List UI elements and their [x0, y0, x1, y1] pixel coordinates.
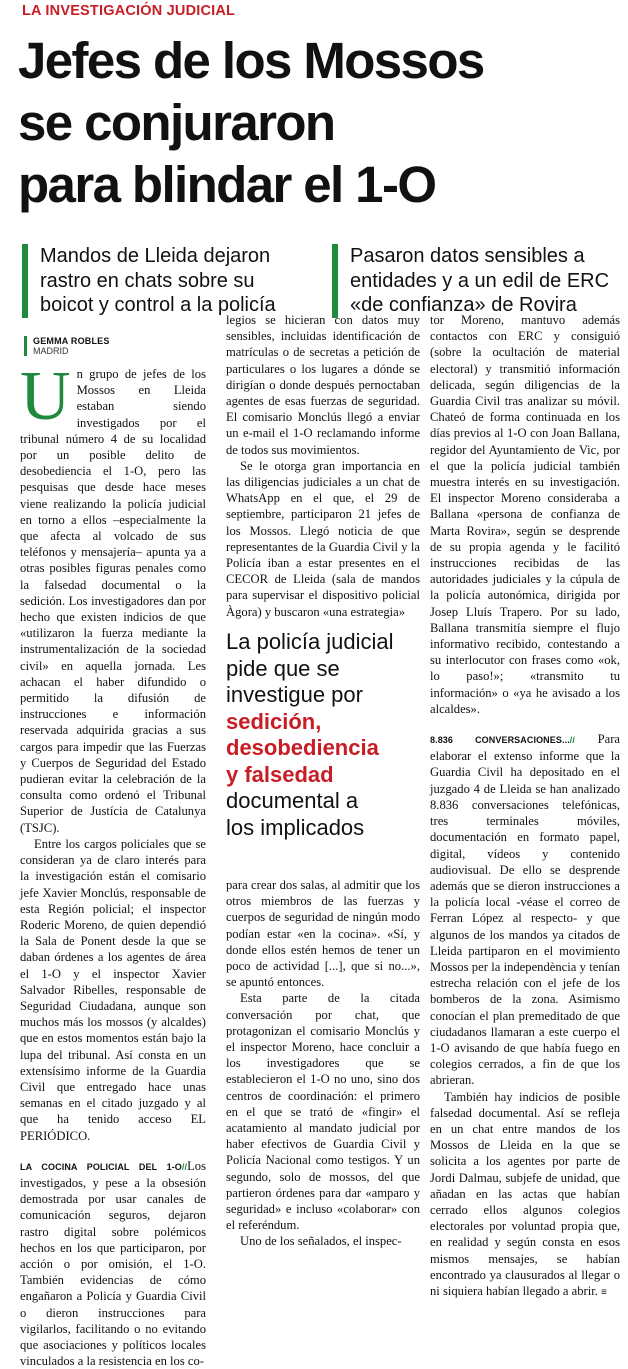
headline-line: se conjuraron [18, 94, 335, 151]
pull-quote-highlight: sedición, [226, 708, 322, 734]
pull-quote-line: documental a [226, 788, 359, 813]
section-label: LA INVESTIGACIÓN JUDICIAL [22, 3, 236, 19]
paragraph: Entre los cargos policiales que se consideran ya de claro interés para la investigación están el comisario jefe Xavier Monclús, responsable de esta Región policial; el inspector Roderic Moreno, de quien dependió la Sala de Ponent desde la que se daban órdenes a los agentes de área el 1-O y el inspector Xavier Salvador Ribelles, responsable de Seguridad Ciudadana, aunque son muchos más los mossos (y alcaldes) que en estos momentos están bajo la lupa del tribunal. Así consta en un extensísimo informe de la Guardia Civil que entregado hace unas semanas en el citado juzgado y al que ha tenido acceso EL PERIÓDICO. [20, 836, 206, 1143]
headline [18, 30, 618, 216]
paragraph [20, 1158, 206, 1369]
headline-line: Jefes de los Mossos [18, 32, 484, 89]
subheadline-line: Mandos de Lleida dejaron [40, 245, 271, 267]
subheadline-line: boicot y control a la policía [40, 294, 276, 316]
byline-author: GEMMA ROBLES [33, 336, 110, 346]
subheadline-line: rastro en chats sobre su [40, 269, 255, 292]
paragraph: para crear dos salas, al admitir que los otros miembros de las fuerzas y cuerpos de seguridad de ningún modo podían estar «en la cocina». «Sí, y donde ellos estén hemos de tener un poco de actividad [...], que si no...», se apuntó entonces. [226, 878, 420, 990]
pull-quote-line: los implicados [226, 814, 365, 840]
pull-quote-highlight: desobediencia [226, 735, 379, 760]
subheadline-line: entidades y a un edil de ERC [350, 269, 610, 292]
headline-line: para blindar el 1-O [18, 156, 436, 213]
pull-quote-line: pide que se [226, 655, 340, 681]
paragraph-text: Para elaborar el extenso informe que la Guardia Civil ha depositado en el juzgado 4 de Lleida se han analizado 8.836 conversaciones telefónicas, tres terminales móviles, documentación en formato papel, digital, vídeos y contenido audiovisual. De ello se desprende además que se dieron instrucciones a la policía local -véase el correo de Ferran López al respecto- y que algunos de los mandos ya citados de Lleida partiparon en el movimiento Mossos per la independència y tenían estrecha relación con el jefe de los bomberos de la zona. Asimismo conocían el plan premeditado de que ciudadanos llamaran a este cuerpo el 1-O avisando de que había fuego en colegios cerrados, a fin de que los abrieran. [430, 732, 620, 1088]
paragraph: tor Moreno, mantuvo además contactos con ERC y consiguió (sobre la ocultación de material electoral) y transmitió información delicada, según diligencias de la Guardia Civil tras analizar su móvil. Chateó de forma continuada en los días previos al 1-O con Joan Ballana, regidor del Ayuntamiento de Vic, por el que la policía judicial también muestra interés en su investigación. El inspector Moreno consideraba a Ballana «persona de confianza de Marta Rovira», según se desprende de su propia agenda y le facilitó instrucciones recibidas de las autoridades judiciales y la cúpula de la policía autonómica, dirigida por Josep Lluís Trapero. Por su lado, Ballana transmitía siempre el flujo informativo recibido, contestando a su interlocutor con frases como «ok, lo paso!»; «transmito tu información» o «ya he avisado a los alcaldes». [430, 313, 620, 716]
subheadline-line: «de confianza» de Rovira [350, 294, 577, 316]
lead-paragraph [20, 358, 206, 836]
article-column-1 [20, 358, 206, 1369]
article-column-2-bottom [226, 877, 420, 1250]
run-in-heading: LA COCINA POLICIAL DEL 1-O// [20, 1161, 188, 1172]
subheadline-right [332, 244, 628, 318]
subheadline-line: Pasaron datos sensibles a [350, 245, 585, 267]
end-mark-icon: ≡ [601, 1286, 607, 1298]
paragraph: Esta parte de la citada conversación por chat, que protagonizan el comisario Monclús y el inspector Moreno, hace concluir a los investigadores que se establecieron el 1-O no uno, sino dos centros de coordinación: el primero en el que se trató de «fingir» el acatamiento al mandato judicial por haber efectivos de Guardia Civil y Policía Nacional como testigos. Y un segundo, solo de mossos, del que partieron órdenes para dar «amparo y seguridad» e incluso «colaborar» con el referéndum. [226, 991, 420, 1233]
paragraph-text: n grupo de jefes de los Mossos en Lleida estaban siendo investigados por el tribunal número 4 de su localidad por un posible delito de desobediencia el 1-O, pero las pesquisas que desde hace meses viene realizando la policía judicial en torno a ellos –especialmente la que afecta al volcado de sus teléfonos y mensajería– apunta ya a otras posibles figuras penales como la falsedad documental o la sedición. Los investigadores dan por hecho que existen indicios de que «utilizaron la fuerza mediante la instrumentalización de la sociedad civil» en aquella jornada. Les achacan el haber difundido o permitido la difusión de instrucciones e información reservada adquirida gracias a sus cargos para impedir que las Fuerzas y Cuerpos de Seguridad del Estado pudieran evitar la celebración de la consulta como ordenó el Tribunal Superior de Justícia de Catalunya (TSJC). [20, 367, 206, 835]
subheadline-left [22, 244, 330, 318]
pull-quote-highlight: y falsedad [226, 761, 334, 787]
drop-cap: U [20, 358, 71, 435]
pull-quote-line: investigue por [226, 682, 363, 707]
pull-quote [226, 629, 422, 841]
byline-city: MADRID [33, 346, 69, 356]
paragraph [430, 1089, 620, 1302]
pull-quote-line: La policía judicial [226, 629, 394, 654]
byline [24, 336, 110, 356]
paragraph: legios se hicieran con datos muy sensibles, incluidas identificación de matrículas o de secretas a petición de particulares o los lugares a dónde se dirigían o donde después pernoctaban agentes de esas fuerzas de seguridad. El comisario Monclús llegó a enviar un e-mail el 1-O reclamando informe de todos sus movimientos. [226, 313, 420, 457]
paragraph: Se le otorga gran importancia en las diligencias judiciales a un chat de WhatsApp en el que, el 29 de septiembre, participaron 21 jefes de los Mossos. Llegó noticia de que representantes de la Guardia Civil y la Policía iban a estar presentes en el CECOR de Lleida (sala de mandos para supervisar el dispositivo policial Àgora) y buscaron «una estrategia» [226, 458, 420, 619]
article-column-2-top [226, 312, 420, 620]
run-in-heading: 8.836 CONVERSACIONES...// [430, 735, 575, 746]
paragraph [430, 731, 620, 1088]
paragraph-text: También hay indicios de posible falsedad documental. Así se refleja en un chat entre mandos de los Mossos de Lleida en la que se solicita a los agentes por parte de Jordi Dalmau, subjefe de unidad, que añadan en las actas que habían cerrado ellos algunos colegios electorales por voluntad propia que, en realidad y según consta en esos mismos mensajes, se habían encontrado ya clausurados al llegar o ni siquiera habían llegado a abrir. [430, 1089, 620, 1298]
article-column-3 [430, 312, 620, 1301]
paragraph-text: Los investigados, y pese a la obsesión demostrada por usar canales de comunicación seguros, dejaron rastro digital sobre polémicos hechos en los que participaron, por acción o por omisión, el 1-O. También evidencias de cómo engañaron a Policía y Guardia Civil o dieron instrucciones para vigilarlos, facilitando o no evitando que asociaciones y políticos locales vinculados a la resistencia en los co- [20, 1158, 206, 1369]
paragraph: Uno de los señalados, el inspec- [240, 1234, 402, 1249]
